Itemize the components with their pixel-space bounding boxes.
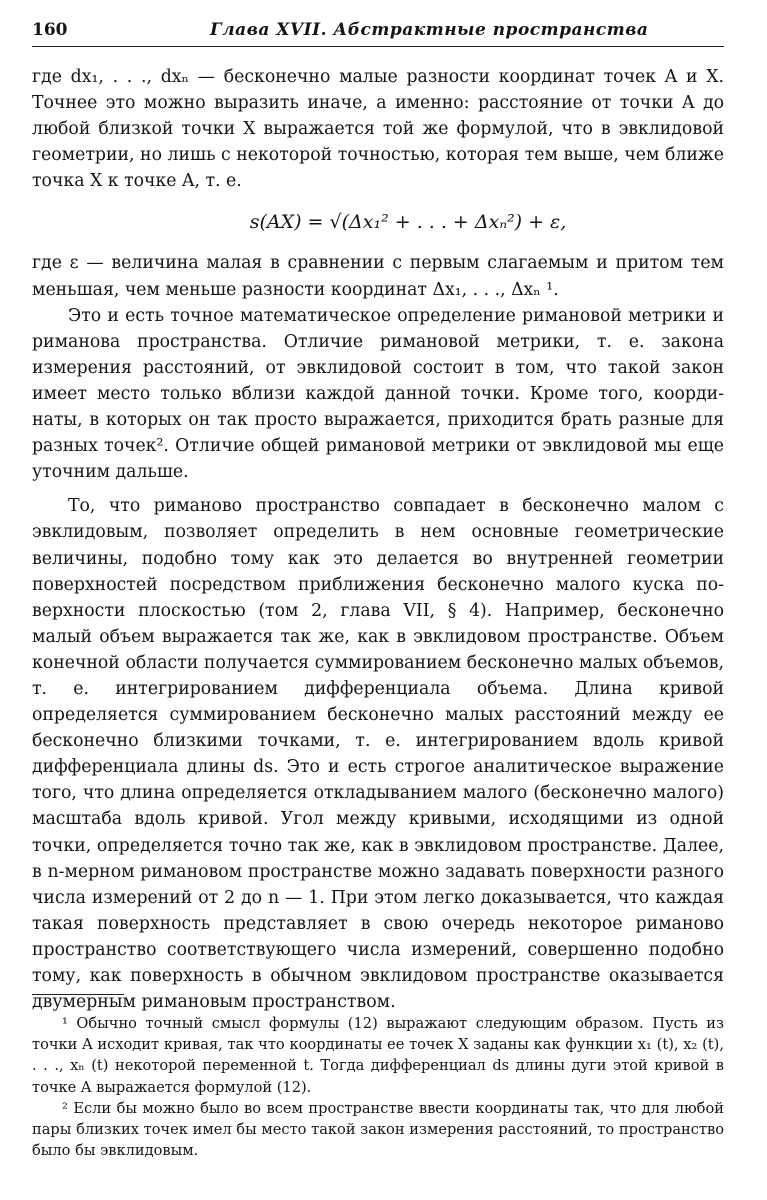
- paragraph-1: где dx₁, . . ., dxₙ — бесконечно малые разности координат точек A и X. Точнее это можно выразить иначе, а именно: расстояние от точки A до любой близкой точки X выражается той же формулой, что в эвклидовой геометрии, но лишь с некоторой точностью, которая тем выше, чем ближе точка X к точке A, т. е.: [32, 67, 724, 192]
- main-text: [32, 64, 724, 1015]
- book-page: [32, 0, 724, 1200]
- paragraph-4: То, что риманово пространство совпадает в бесконечно малом с эвклидовым, позволяет определить в нем основные геометрические величины, подобно тому как это делается во внутренней геометрии поверхностей посредством приближения бесконечно малого куска поверхности плоскостью (том 2, глава VII, § 4). Например, бесконечно малый объем выражается так же, как в эвклидовом пространстве. Объем конечной области получается суммированием бесконечно малых объемов, т. е. интегрированием дифференциала объема. Длина кривой определяется суммированием бесконечно малых расстояний между ее бесконечно близкими точками, т. е. интегрированием вдоль кривой дифференциала длины ds. Это и есть строгое аналитическое выражение того, что длина определяется откладыванием малого (бесконечно малого) масштаба вдоль кривой. Угол между кривыми, исходящими из одной точки, определяется точно так же, как в эвклидовом пространстве. Далее, в n-мерном римановом пространстве можно задавать поверхности разного числа измерений от 2 до n — 1. При этом легко доказывается, что каждая такая поверхность представляет в свою очередь некоторое риманово пространство соответствующего числа измерений, совершенно подобно тому, как поверхность в обычном эвклидовом пространстве оказывается двумерным римановым пространством.: [32, 496, 724, 1013]
- paragraph-3: Это и есть точное математическое определение римановой метрики и риманова пространства. Отличие римановой метрики, т. е. закона измерения расстояний, от эвклидовой состоит в том, что такой закон имеет место только вблизи каждой данной точки. Кроме того, координаты, в которых он так просто выражается, приходится брать разные для разных точек². Отличие общей римановой метрики от эвклидовой мы еще уточним дальше.: [32, 305, 724, 483]
- footnote-1: ¹ Обычно точный смысл формулы (12) выражают следующим образом. Пусть из точки A исходит кривая, так что координаты ее точек X заданы как функции x₁ (t), x₂ (t), . . ., xₙ (t) некоторой переменной t. Тогда дифференциал ds длины дуги этой кривой в точке A выражается формулой (12).: [32, 1015, 724, 1096]
- running-header: [32, 18, 724, 47]
- footnote-2: ² Если бы можно было во всем пространстве ввести координаты так, что для любой пары близких точек имел бы место такой закон измерения расстояний, то пространство было бы эвклидовым.: [32, 1099, 724, 1160]
- chapter-title: Глава XVII. Абстрактные пространства: [210, 20, 649, 40]
- footnote-rule: [32, 994, 124, 995]
- distance-formula: s(AX) = √(Δx₁² + . . . + Δxₙ²) + ε,: [249, 211, 567, 234]
- paragraph-2: где ε — величина малая в сравнении с первым слагаемым и притом тем меньшая, чем меньше разности координат Δx₁, . . ., Δxₙ ¹.: [32, 253, 724, 300]
- page-number: 160: [32, 20, 68, 40]
- footnotes: [32, 994, 724, 1161]
